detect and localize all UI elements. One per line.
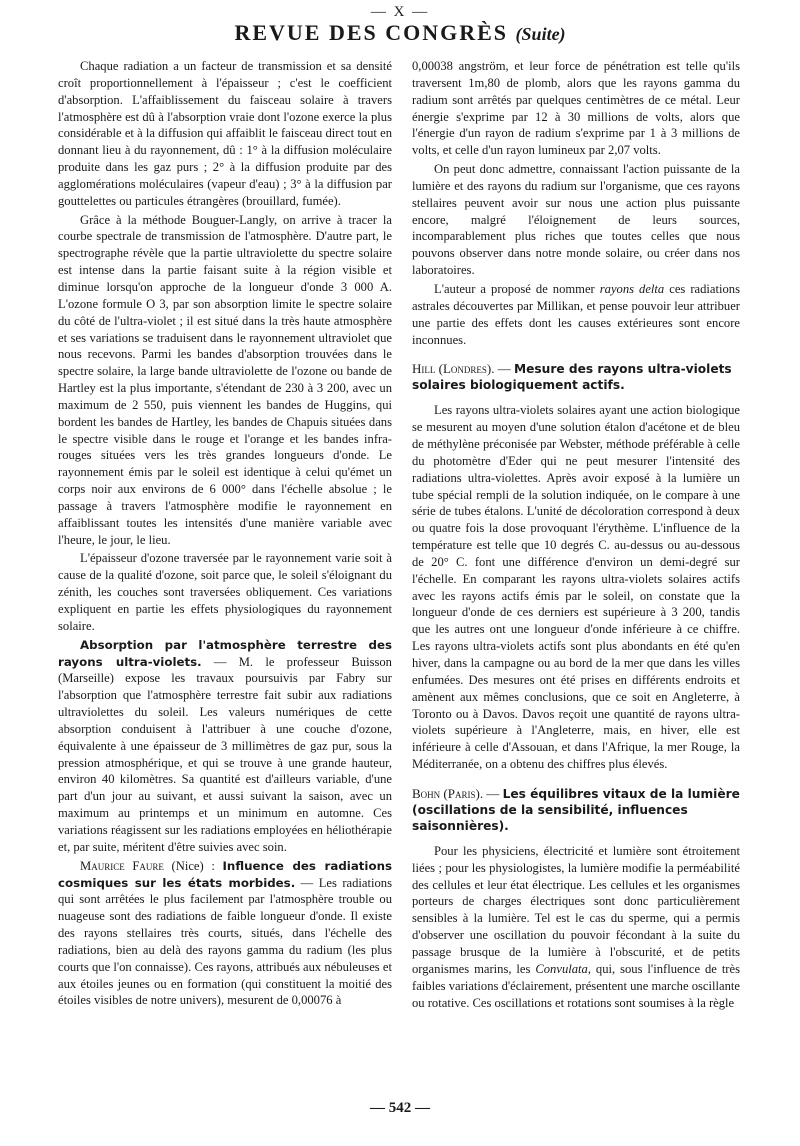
running-title: [0, 20, 800, 46]
paragraph: On peut donc admettre, connaissant l'action puissante de la lumière et des rayons du radium sur l'organisme, que ces rayons stellaires peuvent avoir sur nous une action plus puissante encore, malgré l'éloignement de leurs sources, incomparablement plus riches que toutes celles que nous pouvons observer dans notre monde solaire, ou créer dans nos laboratoires.: [412, 162, 740, 278]
page-number: — 542 —: [370, 1100, 430, 1116]
emphasis: Convulata: [535, 961, 588, 976]
author-city: (Nice) :: [163, 858, 223, 873]
title-suite: (Suite): [515, 24, 566, 44]
paragraph: [412, 281, 740, 348]
text-run: Pour les physiciens, électricité et lumière sont étroitement liées ; pour les physiologistes, la lumière modifie la perméabilité des cellules et leur état électrique. Les cellules et les organismes porteurs de charges électriques sont donc particulièrement sensibles à la lumière. Tel est le cas du sperme, qui a permis d'observer une oscillation du pouvoir fécondant à la suite du passage brusque de la lumière à l'obscurité, et de petits organismes marins, les: [412, 843, 740, 976]
text-run: , qui, sous l'influence de très faibles variations d'éclairement, présentent une marche oscillante ou rotative. Ces oscillations et rotations sont soumises à la règle: [412, 961, 740, 1010]
section-heading-hill: [412, 361, 740, 393]
paragraph: [412, 843, 740, 1011]
author-city: (Londres). —: [435, 361, 514, 377]
author-name: Hill: [412, 361, 436, 377]
author-city: (Paris). —: [440, 785, 503, 801]
paragraph-faure: [58, 858, 392, 1010]
text-run: L'auteur a proposé de nommer: [434, 281, 600, 296]
folio-roman: — X —: [370, 4, 430, 20]
left-column: [58, 58, 392, 1011]
author-name: Bohn: [412, 785, 441, 801]
inline-heading: Absorption par l'atmosphère terrestre des rayons ultra-violets.: [58, 637, 392, 669]
paragraph-body: — Les radiations qui sont arrêtées le plus facilement par l'atmosphère trouble ou nuageuse sont des radiations de faible longueur d'onde. Il existe des rayons stellaires très courts, situés, dans l'échelle des radiations, bien au delà des rayons gamma du radium (les plus courts que l'on connaisse). Ces rayons, attribués aux nébuleuses et aux étoiles jeunes ou en formation (qui constituent la moitié des étoiles visibles de notre univers), mesurent de 0,00076 à: [58, 875, 393, 1008]
title-text: REVUE DES CONGRÈS: [234, 20, 509, 45]
section-title: Mesure des rayons ultra-violets solaires biologiquement actifs.: [412, 362, 732, 393]
inline-heading: Influence des radiations cosmiques sur les états morbides.: [58, 858, 392, 890]
paragraph: Chaque radiation a un facteur de transmission et sa densité croît proportionnellement à l'épaisseur ; c'est le coefficient d'absorption. L'affaiblissement du faisceau solaire à travers l'atmosphère est dû à l'absorption vraie dont l'ozone exerce la plus considérable et à la diffusion qui affaiblit le faisceau direct tout en donnant lieu à du rayonnement, dû : 1° à la diffusion moléculaire produite dans les gaz purs ; 2° à la diffusion produite par des agglomérations moléculaires (vapeur d'eau) ; 3° à la diffusion par gouttelettes ou particules étrangères (brouillard, fumée).: [58, 59, 392, 208]
paragraph: Les rayons ultra-violets solaires ayant une action biologique se mesurent au moyen d'une solution étalon d'acétone et de bleu de méthylène préconisée par Webster, méthode préférable à celle du photomètre d'Eder qui ne peut mesurer l'intensité des radiations ultra-violettes. Après avoir exposé à la lumière un tube spécial rempli de la solution indiquée, on le compare à une série de tubes étalons. L'unité de décoloration correspond à deux ou quatre fois la dose provoquant l'érythème. L'influence de la température est telle que 10 degrés C. au-dessus ou au-dessous de 20° C. font une différence d'environ un demi-degré sur l'échelle. En comparant les rayons ultra-violets solaires actifs avec les rayons actifs émis par le soleil, on constate que la longueur d'onde de ces derniers est supérieure à 3 200, tandis que les autres ont une longueur d'onde inférieure à ce chiffre. Les rayons ultra-violets actifs sont plus abondants en été qu'en hiver, dans la campagne ou au bord de la mer que dans les villes enfumées. Des mesures ont été prises en différents endroits et amènent aux mêmes conclusions, que ce soit en Angleterre, à Toronto ou à Davos. Davos reçoit une quantité de rayons ultra-violets supérieure à l'Angleterre, mais, en hiver, elle est inférieure à celle d'Assouan, et dans l'Afrique, la mer Rouge, la Méditerranée, on a obtenu des chiffres plus élevés.: [412, 403, 740, 772]
paragraph-absorption: [58, 637, 392, 856]
paragraph-body: — M. le professeur Buisson (Marseille) expose les travaux poursuivis par Fabry sur l'absorption que l'atmosphère terrestre fait subir aux radiations ultraviolettes du soleil. Les valeurs numériques de cette absorption conduisent à l'attribuer à une couche d'ozone, équivalente à une épaisseur de 3 millimètres de gaz pur, sous la pression atmosphérique, et qui se trouve à une grande hauteur, environ 40 kilomètres. Sa quantité est d'ailleurs variable, d'une part d'un jour au suivant, et aussi suivant la saison, avec un maximum au printemps et un minimum en automne. Ces variations réagissent sur les radiations employées en héliothérapie et, par suite, méritent d'être suivies avec soin.: [58, 654, 392, 854]
paragraph: Grâce à la méthode Bouguer-Langly, on arrive à tracer la courbe spectrale de transmission de l'atmosphère. D'autre part, le spectrographe révèle que la partie ultraviolette du spectre solaire est intense dans la partie faisant suite à la région visible et diminue lorsqu'on approche de la longueur d'onde 3 000 A. L'ozone formule O 3, par son absorption limite le spectre solaire du côté de l'ultra-violet ; il est situé dans la très haute atmosphère et ses variations se traduisent dans le rayonnement ultraviolet que nous recevons. Parmi les bandes d'absorption trouvées dans le spectre solaire, la large bande ultraviolette de l'ozone ou bande de Hartley est la plus importante, s'étendant de 230 à 3 200, avec un maximum de 2 550, puis viennent les bandes de Huggins, qui bordent les bandes de Hartley, les bandes de Chapuis situées dans le spectre visible dans le rouge et l'orange et les bandes infra-rouges situées vers les très grandes longueurs d'onde. Le rayonnement émis par le soleil est identique à celui qu'émet un corps noir aux environs de 6 000° dans l'échelle absolue ; le passage à travers l'atmosphère modifie le rayonnement en affaiblissant toutes les intensités d'une manière variable avec l'heure, le jour, le lieu.: [58, 212, 392, 547]
section-title: Les équilibres vitaux de la lumière (oscillations de la sensibilité, influences saisonnières).: [412, 786, 740, 833]
text-run: ces radiations astrales découvertes par Millikan, et pense pouvoir leur attribuer une partie des effets dont les causes extérieures sont encore inconnues.: [412, 281, 740, 347]
paragraph: 0,00038 angström, et leur force de pénétration est telle qu'ils traversent 1m,80 de plomb, alors que les rayons gamma du radium sont arrêtés par quelques centimètres de ce métal. Leur énergie s'exprime par 12 à 30 millions de volts, alors que l'énergie d'un rayon de radium s'exprime par 1 à 3 millions de volts, et celle d'un rayon lumineux par 2,07 volts.: [412, 59, 740, 158]
emphasis: rayons delta: [599, 281, 665, 296]
paragraph: L'épaisseur d'ozone traversée par le rayonnement varie soit à cause de la qualité d'ozone, soit parce que, le soleil s'éloignant du zénith, les couches sont traversées obliquement. Ces variations expliquent en partie les effets physiologiques du rayonnement solaire.: [58, 551, 392, 633]
section-heading-bohn: [412, 786, 740, 834]
author-name: Maurice Faure: [80, 858, 164, 873]
right-column: [412, 58, 740, 1013]
